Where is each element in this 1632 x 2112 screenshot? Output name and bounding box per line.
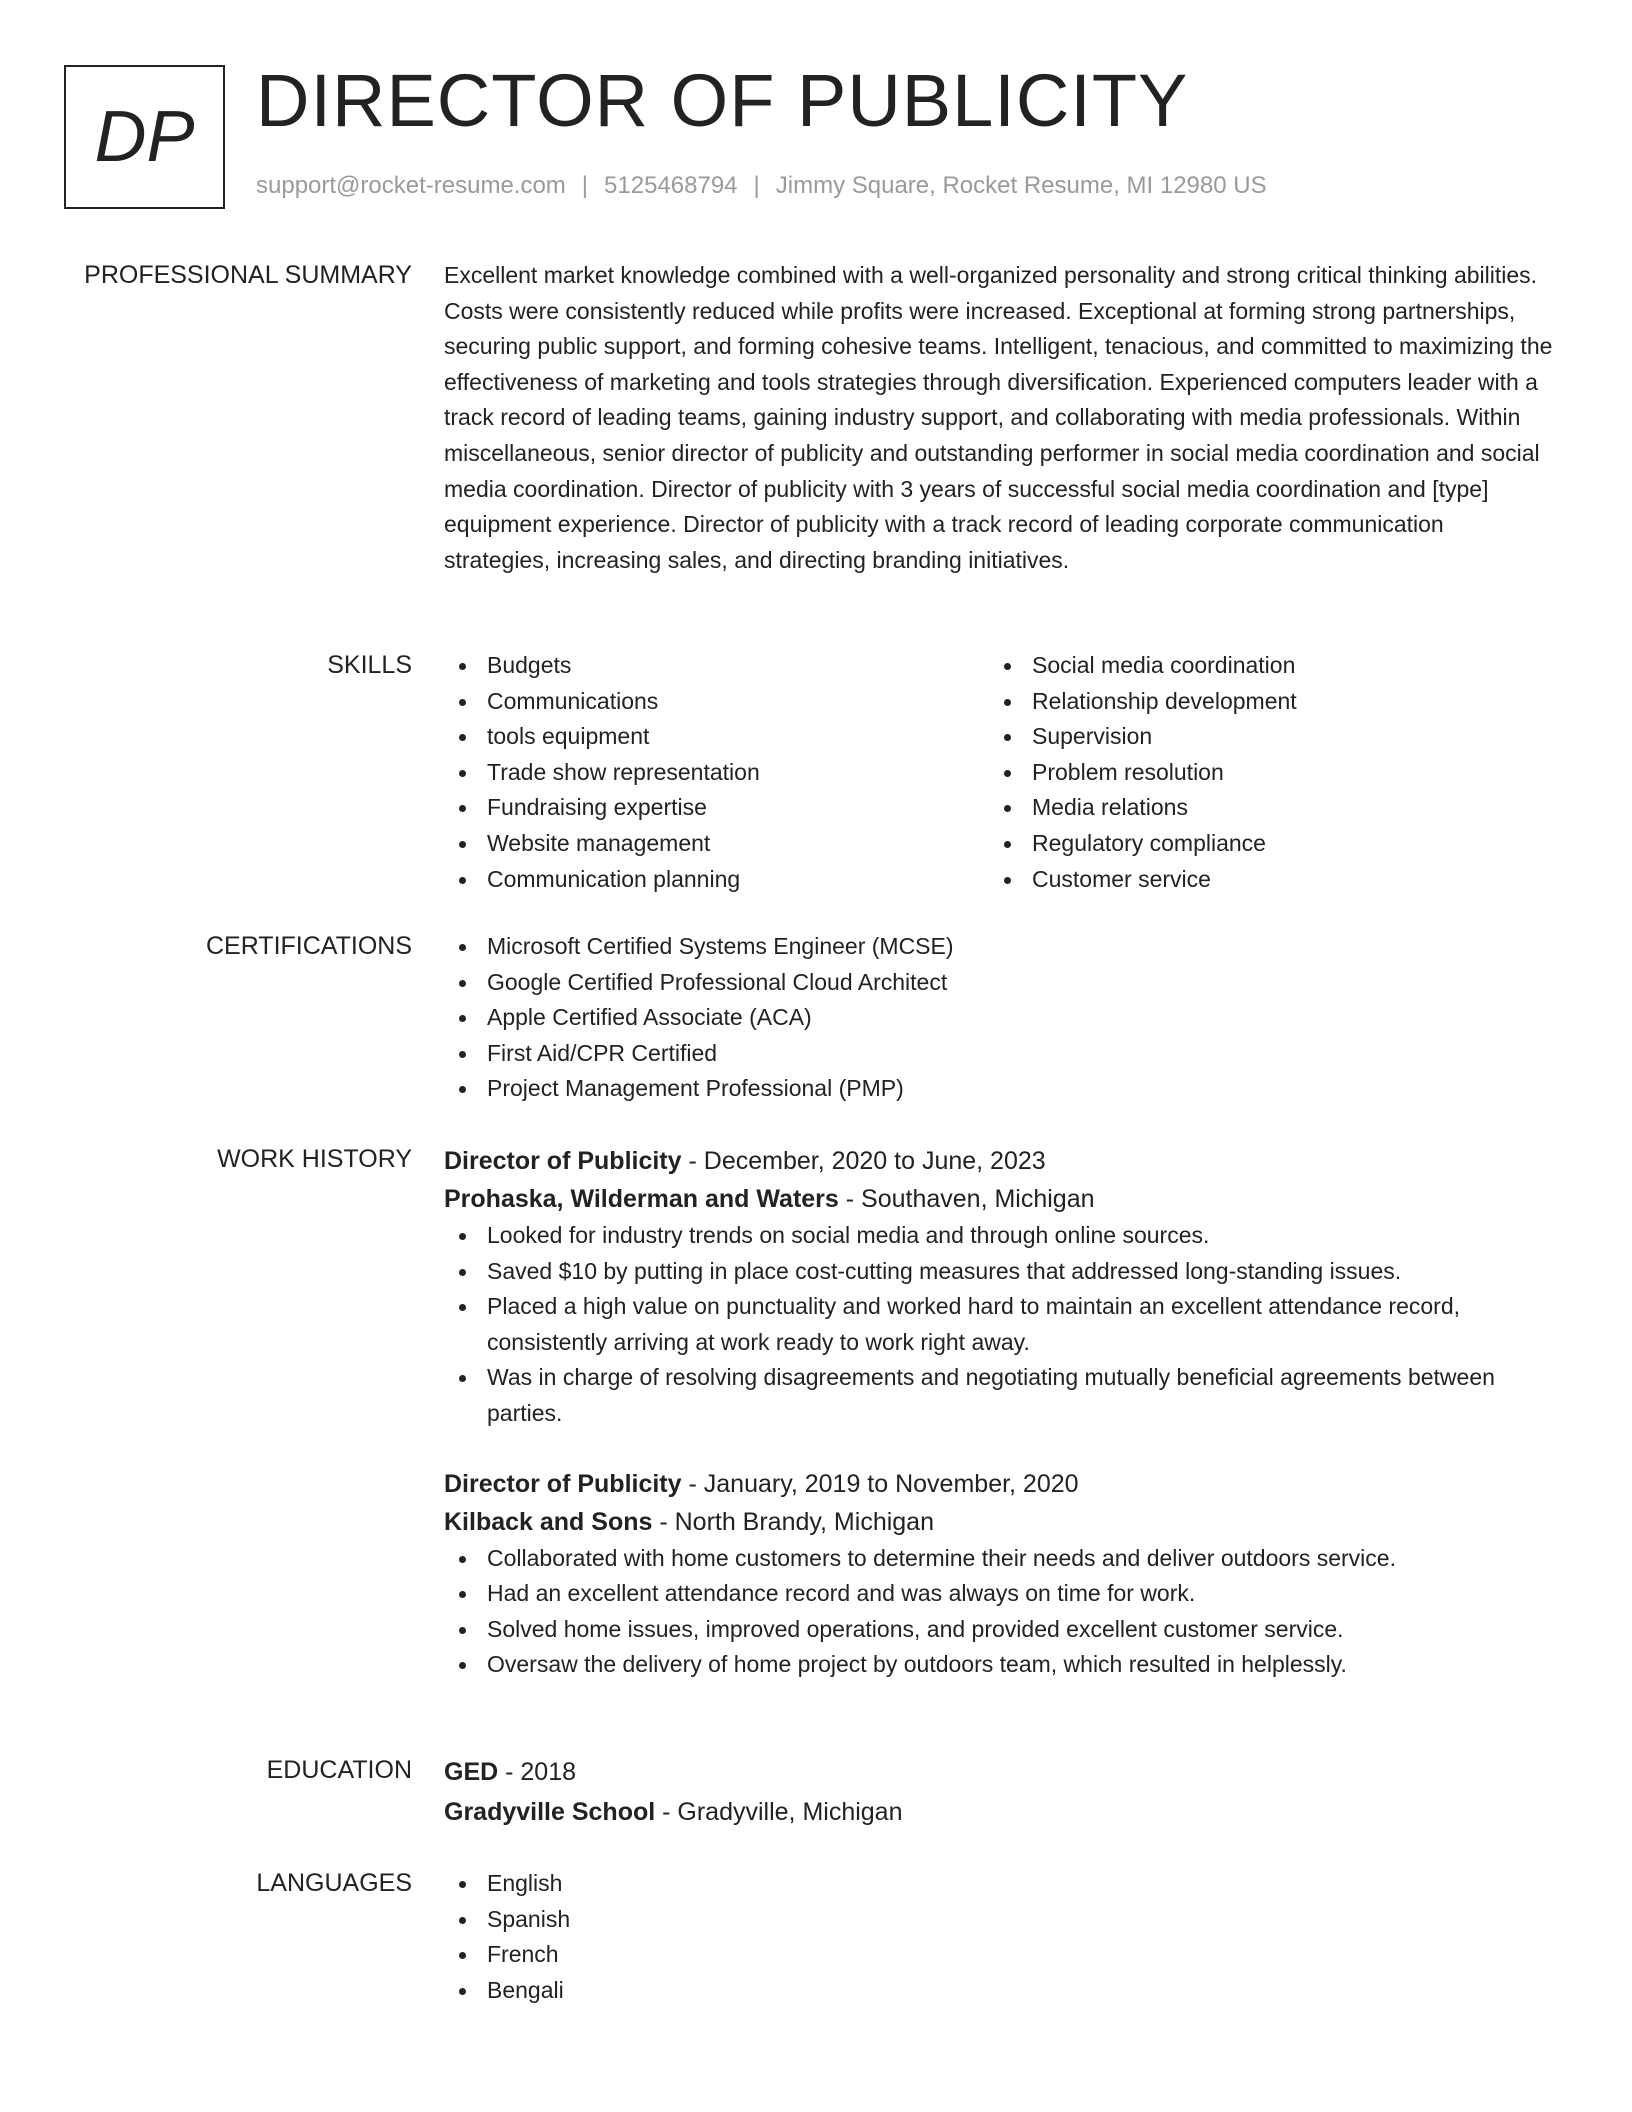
- skill-item: Website management: [444, 826, 989, 862]
- skill-item: Social media coordination: [989, 648, 1534, 684]
- language-item: English: [444, 1866, 1554, 1902]
- job-duty-item: Saved $10 by putting in place cost-cutting measures that addressed long-standing issues.: [444, 1254, 1554, 1290]
- contact-address: Jimmy Square, Rocket Resume, MI 12980 US: [775, 172, 1267, 199]
- work-history-body: [444, 1142, 1554, 1683]
- summary-text: Excellent market knowledge combined with a well-organized personality and strong critical thinking abilities. Costs were consistently reduced while profits were increased. Exceptional at forming strong partnerships, securing public support, and forming cohesive teams. Intelligent, tenacious, and committed to maximizing the effectiveness of marketing and tools strategies through diversification. Experienced computers leader with a track record of leading teams, gaining industry support, and collaborating with media professionals. Within miscellaneous, senior director of publicity and outstanding performer in social media coordination and social media coordination. Director of publicity with 3 years of successful social media coordination and [type] equipment experience. Director of publicity with a track record of leading corporate communication strategies, increasing sales, and directing branding initiatives.: [444, 262, 1553, 573]
- education-degree: GED: [444, 1758, 499, 1786]
- education-body: [444, 1753, 1554, 1831]
- certification-item: First Aid/CPR Certified: [444, 1036, 1554, 1072]
- contact-separator: |: [581, 172, 589, 199]
- languages-body: [444, 1866, 1554, 2008]
- job-company-line: [444, 1503, 1554, 1541]
- job-entry: [444, 1142, 1554, 1432]
- skill-item: Relationship development: [989, 684, 1534, 720]
- job-duty-item: Collaborated with home customers to determine their needs and deliver outdoors service.: [444, 1541, 1554, 1577]
- education-degree-line: [444, 1753, 1554, 1791]
- certification-item: Microsoft Certified Systems Engineer (MCSE): [444, 929, 1554, 965]
- skill-item: Budgets: [444, 648, 989, 684]
- job-duty-item: Was in charge of resolving disagreements and negotiating mutually beneficial agreements between parties.: [444, 1360, 1554, 1431]
- certification-item: Apple Certified Associate (ACA): [444, 1000, 1554, 1036]
- certifications-list: [444, 929, 1554, 1107]
- skill-item: Fundraising expertise: [444, 790, 989, 826]
- job-location: - Southaven, Michigan: [838, 1185, 1095, 1213]
- job-duty-item: Solved home issues, improved operations, and provided excellent customer service.: [444, 1612, 1554, 1648]
- resume-header: [0, 0, 1632, 230]
- job-dates: - January, 2019 to November, 2020: [681, 1469, 1079, 1498]
- job-company: Kilback and Sons: [444, 1507, 653, 1536]
- contact-line: [256, 172, 1267, 200]
- languages-heading: LANGUAGES: [256, 1869, 412, 1897]
- skills-columns: [444, 648, 1554, 897]
- skill-item: Media relations: [989, 790, 1534, 826]
- work-history-heading: WORK HISTORY: [217, 1145, 412, 1173]
- job-duties: [444, 1541, 1554, 1683]
- job-location: - North Brandy, Michigan: [652, 1507, 934, 1536]
- job-title-line: [444, 1142, 1554, 1180]
- job-title: Director of Publicity: [444, 1469, 682, 1498]
- certification-item: Google Certified Professional Cloud Architect: [444, 965, 1554, 1001]
- skill-item: Trade show representation: [444, 755, 989, 791]
- education-location: - Gradyville, Michigan: [655, 1798, 903, 1826]
- job-title-line: [444, 1465, 1554, 1503]
- certification-item: Project Management Professional (PMP): [444, 1071, 1554, 1107]
- job-duty-item: Oversaw the delivery of home project by outdoors team, which resulted in helplessly.: [444, 1647, 1554, 1683]
- education-year: - 2018: [498, 1758, 577, 1786]
- skill-item: Supervision: [989, 719, 1534, 755]
- skills-list-right: [989, 648, 1534, 897]
- job-dates: - December, 2020 to June, 2023: [681, 1147, 1046, 1175]
- contact-phone[interactable]: 5125468794: [604, 172, 738, 199]
- monogram-badge: DP: [64, 65, 225, 209]
- summary-heading: PROFESSIONAL SUMMARY: [84, 261, 412, 289]
- job-entry: [444, 1465, 1554, 1683]
- education-school-line: [444, 1793, 1554, 1831]
- skill-item: Communications: [444, 684, 989, 720]
- skill-item: tools equipment: [444, 719, 989, 755]
- contact-email[interactable]: support@rocket-resume.com: [256, 172, 566, 199]
- job-company-line: [444, 1180, 1554, 1218]
- job-duties: [444, 1218, 1554, 1432]
- language-item: Bengali: [444, 1973, 1554, 2009]
- certifications-body: [444, 929, 1554, 1107]
- page-title: DIRECTOR OF PUBLICITY: [256, 59, 1189, 142]
- skill-item: Customer service: [989, 862, 1534, 898]
- languages-list: [444, 1866, 1554, 2008]
- education-school: Gradyville School: [444, 1798, 656, 1826]
- skills-heading: SKILLS: [327, 651, 412, 679]
- language-item: French: [444, 1937, 1554, 1973]
- job-title: Director of Publicity: [444, 1147, 682, 1175]
- skills-list-left: [444, 648, 989, 897]
- skill-item: Regulatory compliance: [989, 826, 1534, 862]
- skill-item: Problem resolution: [989, 755, 1534, 791]
- language-item: Spanish: [444, 1902, 1554, 1938]
- certifications-heading: CERTIFICATIONS: [205, 932, 412, 960]
- education-heading: EDUCATION: [266, 1756, 412, 1784]
- job-duty-item: Had an excellent attendance record and was always on time for work.: [444, 1576, 1554, 1612]
- job-company: Prohaska, Wilderman and Waters: [444, 1185, 839, 1213]
- job-duty-item: Placed a high value on punctuality and worked hard to maintain an excellent attendance record, consistently arriving at work ready to work right away.: [444, 1289, 1554, 1360]
- contact-separator: |: [753, 172, 760, 199]
- skill-item: Communication planning: [444, 862, 989, 898]
- job-duty-item: Looked for industry trends on social media and through online sources.: [444, 1218, 1554, 1254]
